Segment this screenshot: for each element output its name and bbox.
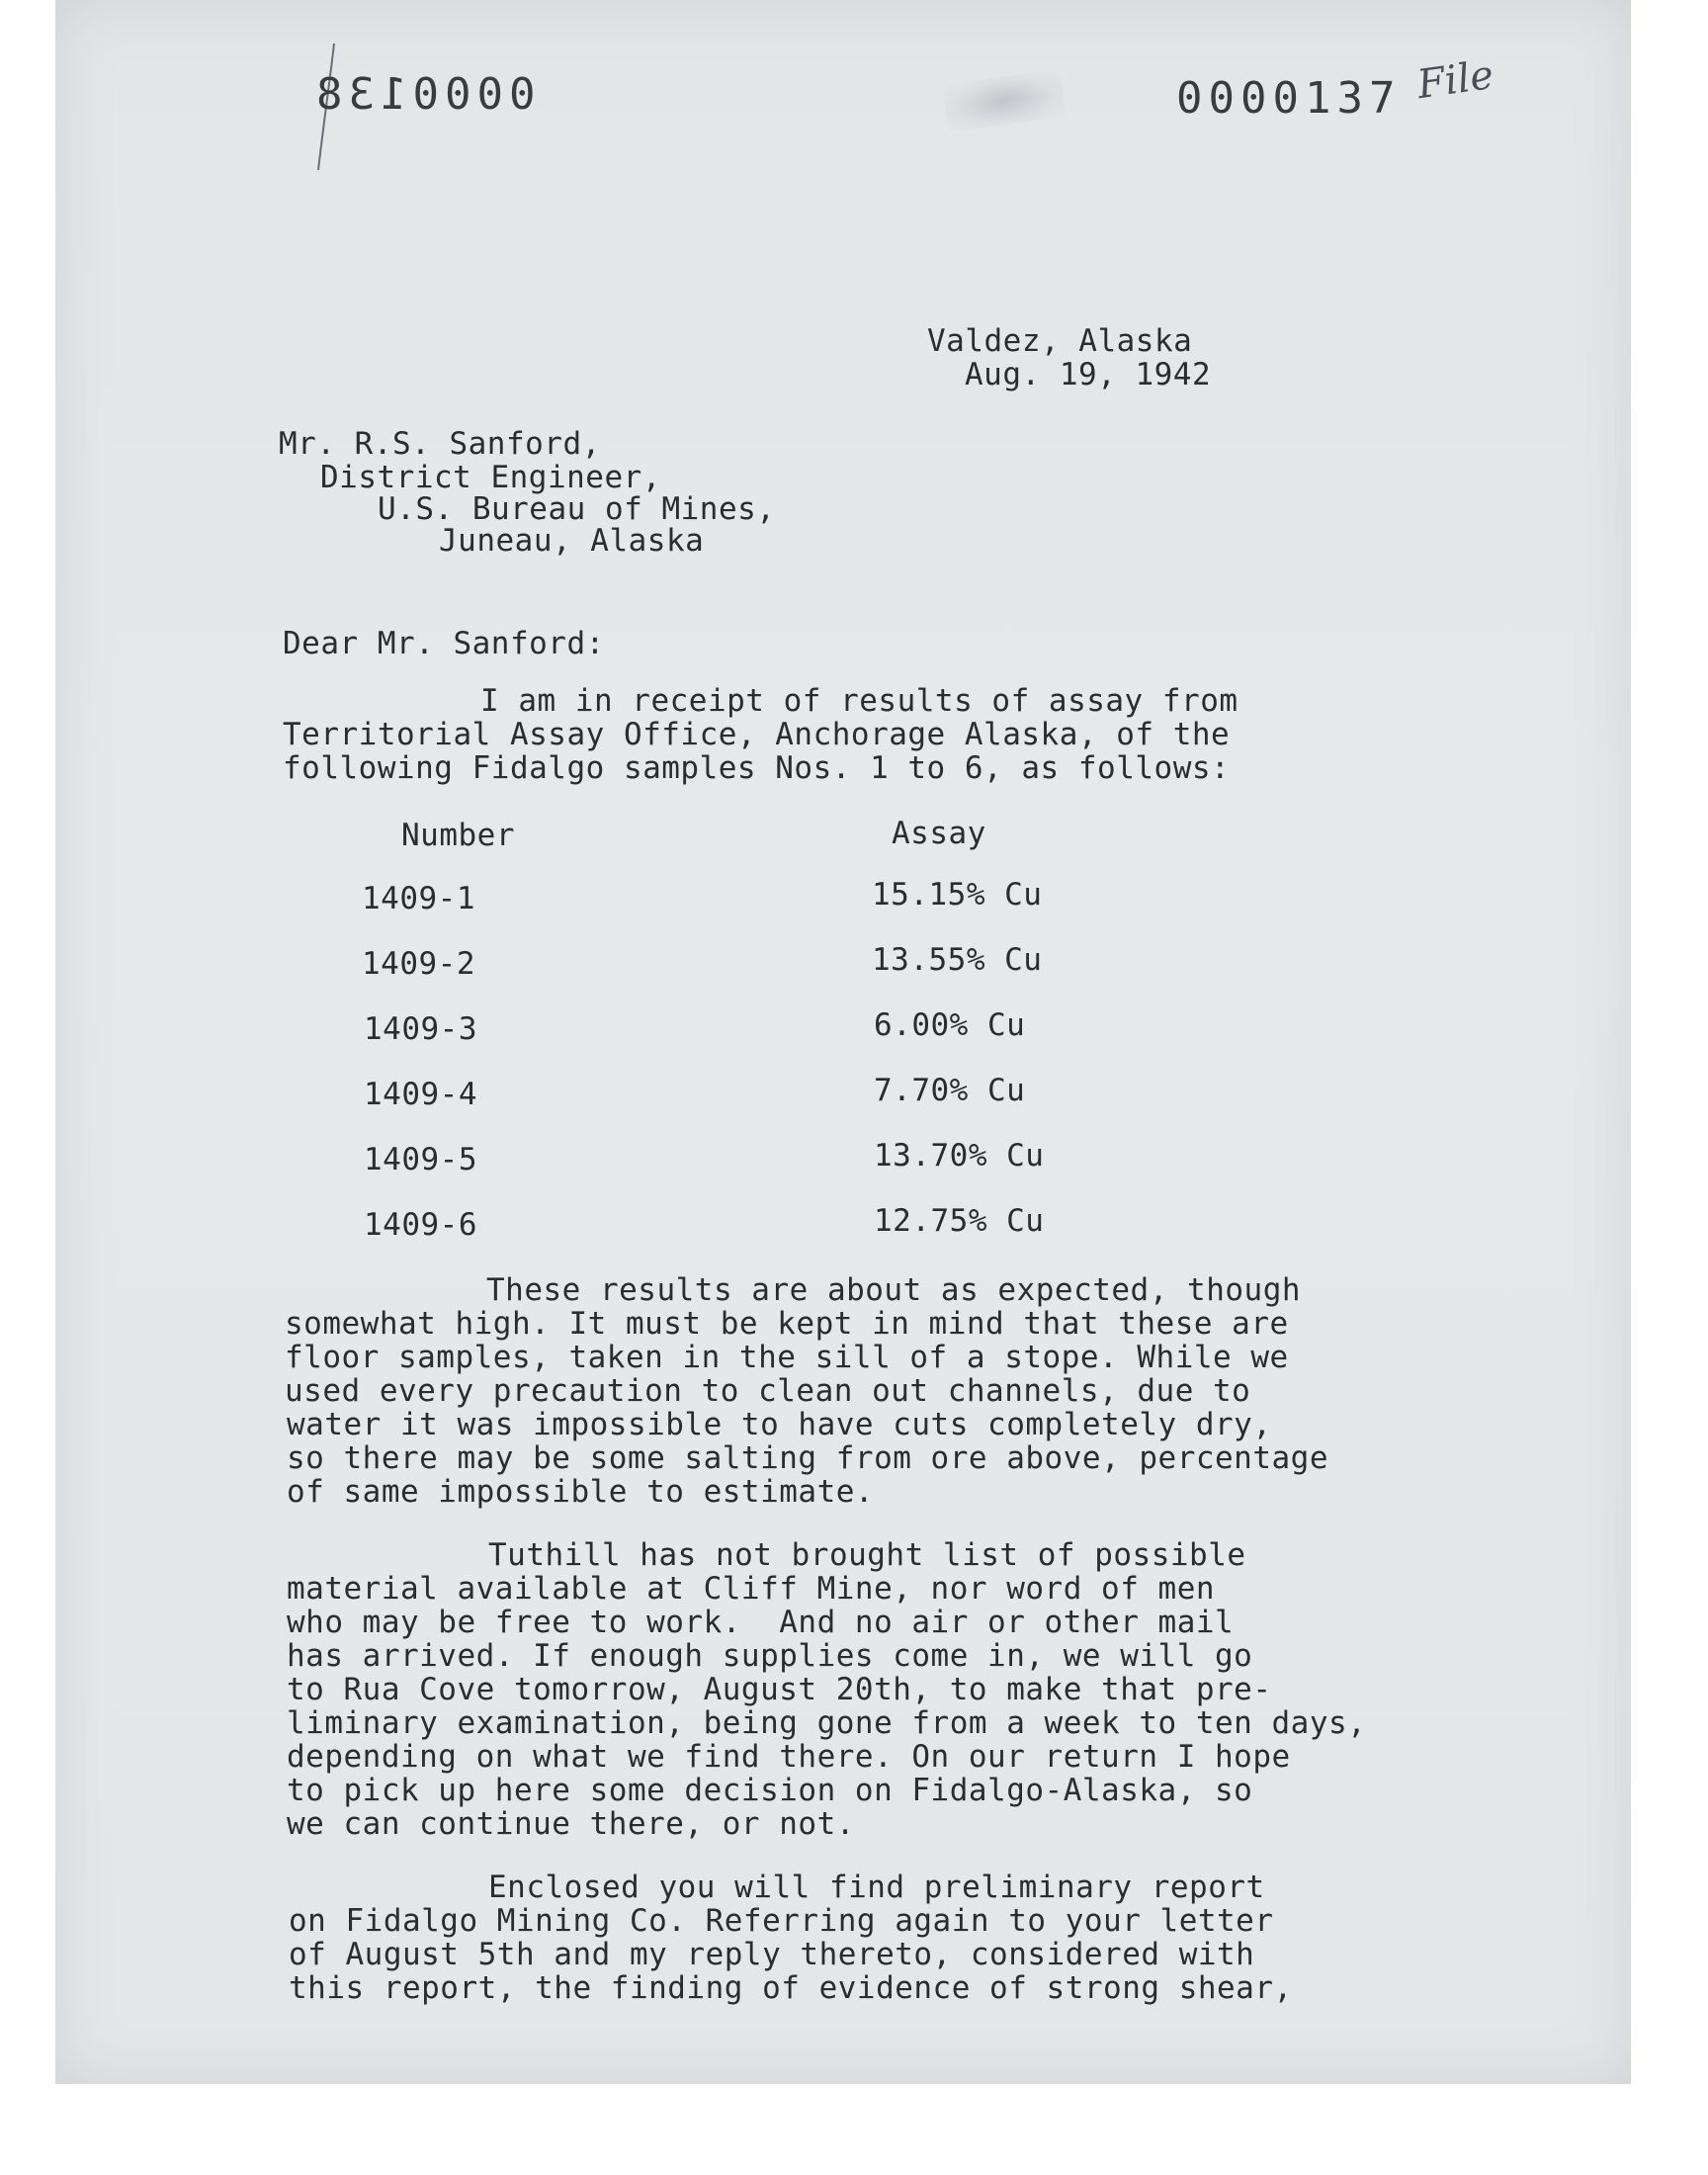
paragraph-line: we can continue there, or not. xyxy=(287,1806,855,1842)
paragraph-line: liminary examination, being gone from a week to ten days, xyxy=(287,1705,1367,1741)
paragraph-line: to pick up here some decision on Fidalgo-Alaska, so xyxy=(287,1773,1253,1808)
table-row-number: 1409-4 xyxy=(364,1077,477,1112)
letter-place: Valdez, Alaska xyxy=(927,323,1193,359)
recipient-line-3: U.S. Bureau of Mines, xyxy=(378,491,776,527)
intro-line-1: I am in receipt of results of assay from xyxy=(480,683,1238,719)
stamp-number-left: 0000138 xyxy=(310,69,536,120)
table-row-number: 1409-2 xyxy=(362,946,475,982)
letter-date: Aug. 19, 1942 xyxy=(965,357,1212,392)
paragraph-line: Enclosed you will find preliminary report xyxy=(488,1870,1265,1905)
paragraph-line: has arrived. If enough supplies come in, we will go xyxy=(287,1638,1253,1674)
table-row-assay: 7.70% Cu xyxy=(874,1073,1026,1108)
paragraph-line: this report, the finding of evidence of strong shear, xyxy=(289,1970,1293,2006)
paragraph-line: Tuthill has not brought list of possible xyxy=(488,1537,1246,1573)
handwritten-file-note: File xyxy=(1414,51,1496,109)
table-row-assay: 13.70% Cu xyxy=(874,1138,1045,1174)
intro-line-3: following Fidalgo samples Nos. 1 to 6, as follows: xyxy=(283,750,1231,786)
paragraph-line: of same impossible to estimate. xyxy=(287,1474,875,1510)
paragraph-line: water it was impossible to have cuts completely dry, xyxy=(287,1407,1272,1442)
salutation: Dear Mr. Sanford: xyxy=(283,626,605,661)
smudge-mark xyxy=(942,69,1067,132)
table-row-assay: 15.15% Cu xyxy=(872,877,1043,913)
paragraph-line: on Fidalgo Mining Co. Referring again to your letter xyxy=(289,1903,1274,1939)
paragraph-line: somewhat high. It must be kept in mind that these are xyxy=(285,1306,1289,1342)
paragraph-line: to Rua Cove tomorrow, August 20th, to make that pre- xyxy=(287,1672,1272,1707)
table-row-number: 1409-5 xyxy=(364,1142,477,1177)
table-header-assay: Assay xyxy=(892,816,986,851)
paragraph-line: floor samples, taken in the sill of a stope. While we xyxy=(285,1340,1289,1375)
recipient-line-1: Mr. R.S. Sanford, xyxy=(279,426,601,462)
table-row-assay: 13.55% Cu xyxy=(872,942,1043,978)
table-row-number: 1409-1 xyxy=(362,881,475,916)
paragraph-line: material available at Cliff Mine, nor word of men xyxy=(287,1571,1216,1607)
paragraph-line: of August 5th and my reply thereto, considered with xyxy=(289,1937,1255,1972)
table-row-number: 1409-6 xyxy=(364,1207,477,1243)
table-header-number: Number xyxy=(401,818,515,853)
table-row-assay: 12.75% Cu xyxy=(874,1203,1045,1239)
intro-line-2: Territorial Assay Office, Anchorage Alaska, of the xyxy=(283,717,1231,752)
table-row-number: 1409-3 xyxy=(364,1011,477,1047)
recipient-line-4: Juneau, Alaska xyxy=(439,523,705,559)
paragraph-line: who may be free to work. And no air or other mail xyxy=(287,1605,1235,1640)
recipient-line-2: District Engineer, xyxy=(320,460,661,495)
paragraph-line: These results are about as expected, though xyxy=(486,1272,1302,1308)
document-page xyxy=(55,0,1631,2084)
paragraph-line: so there may be some salting from ore above, percentage xyxy=(287,1440,1328,1476)
stamp-number-right: 0000137 xyxy=(1176,73,1402,124)
paragraph-line: depending on what we find there. On our return I hope xyxy=(287,1739,1291,1775)
table-row-assay: 6.00% Cu xyxy=(874,1007,1026,1043)
paragraph-line: used every precaution to clean out channels, due to xyxy=(285,1373,1251,1409)
